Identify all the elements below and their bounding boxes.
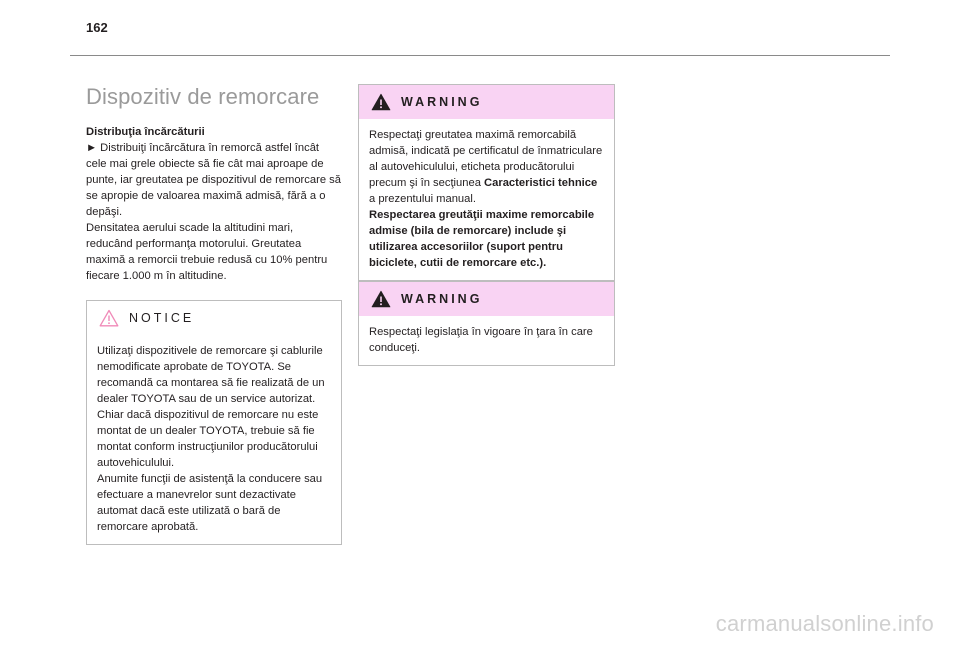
load-distribution-bullet: ► Distribuiţi încărcătura în remorcă astfel încât cele mai grele obiecte să fie cât mai aproape de punte, iar greutatea pe dispozitivul de remorcare să se apropie de valoarea maximă admisă, fără a o depăşi. <box>86 142 341 218</box>
notice-paragraph-2: Anumite funcţii de asistenţă la conducere sau efectuare a manevrelor sunt dezactivate automat dacă este utilizată o bară de remorcare aprobată. <box>97 473 323 533</box>
warning-2-paragraph: Respectaţi legislaţia în vigoare în ţara în care conduceţi. <box>369 326 593 354</box>
warning-2-header <box>359 282 614 316</box>
warning-1-text-bold: Caracteristici tehnice <box>484 177 598 189</box>
warning-box-2 <box>358 281 615 366</box>
watermark: carmanualsonline.info <box>715 611 934 636</box>
warning-triangle-filled-icon <box>371 290 391 308</box>
warning-1-body <box>359 119 614 280</box>
altitude-paragraph: Densitatea aerului scade la altitudini mari, reducând performanţa motorului. Greutatea maximă a remorcii trebuie redusă cu 10% pentru fiecare 1.000 m în altitudine. <box>86 222 328 282</box>
notice-header <box>87 301 341 335</box>
warning-triangle-filled-icon <box>371 93 391 111</box>
notice-paragraph-1: Utilizaţi dispozitivele de remorcare şi cablurile nemodificate aprobate de TOYOTA. Se recomandă ca montarea să fie realizată de un dealer TOYOTA sau de un service autorizat. Chiar dacă dispozitivul de remorcare nu este montat de un dealer TOYOTA, trebuie să fie montat conform instrucţiunilor producătorului autovehiculului. <box>97 345 325 469</box>
warning-1-bold-paragraph: Respectarea greutăţii maxime remorcabile admise (bila de remorcare) include şi utilizarea accesoriilor (suport pentru biciclete, cutii de remorcare etc.). <box>369 209 595 269</box>
load-distribution-heading: Distribuţia încărcăturii <box>86 126 205 138</box>
header-divider <box>70 55 890 56</box>
load-distribution-section <box>86 124 342 284</box>
warning-box-1 <box>358 84 615 281</box>
warning-1-header <box>359 85 614 119</box>
warning-1-text-a: Respectaţi greutatea maximă remorcabilă admisă, indicată pe certificatul de înmatriculare al autovehiculului, eticheta producătorului precum şi în secţiunea <box>369 129 603 189</box>
left-column <box>86 84 342 545</box>
page-title: Dispozitiv de remorcare <box>86 84 320 109</box>
page-number: 162 <box>86 20 108 35</box>
warning-2-body <box>359 316 614 365</box>
warning-1-paragraph <box>369 127 604 207</box>
notice-title: NOTICE <box>129 311 195 325</box>
warning-1-title: WARNING <box>401 95 483 109</box>
notice-body <box>87 335 341 544</box>
warning-1-text-b: a prezentului manual. <box>369 193 476 205</box>
warning-2-title: WARNING <box>401 292 483 306</box>
notice-box <box>86 300 342 545</box>
warning-triangle-outline-icon <box>99 309 119 327</box>
